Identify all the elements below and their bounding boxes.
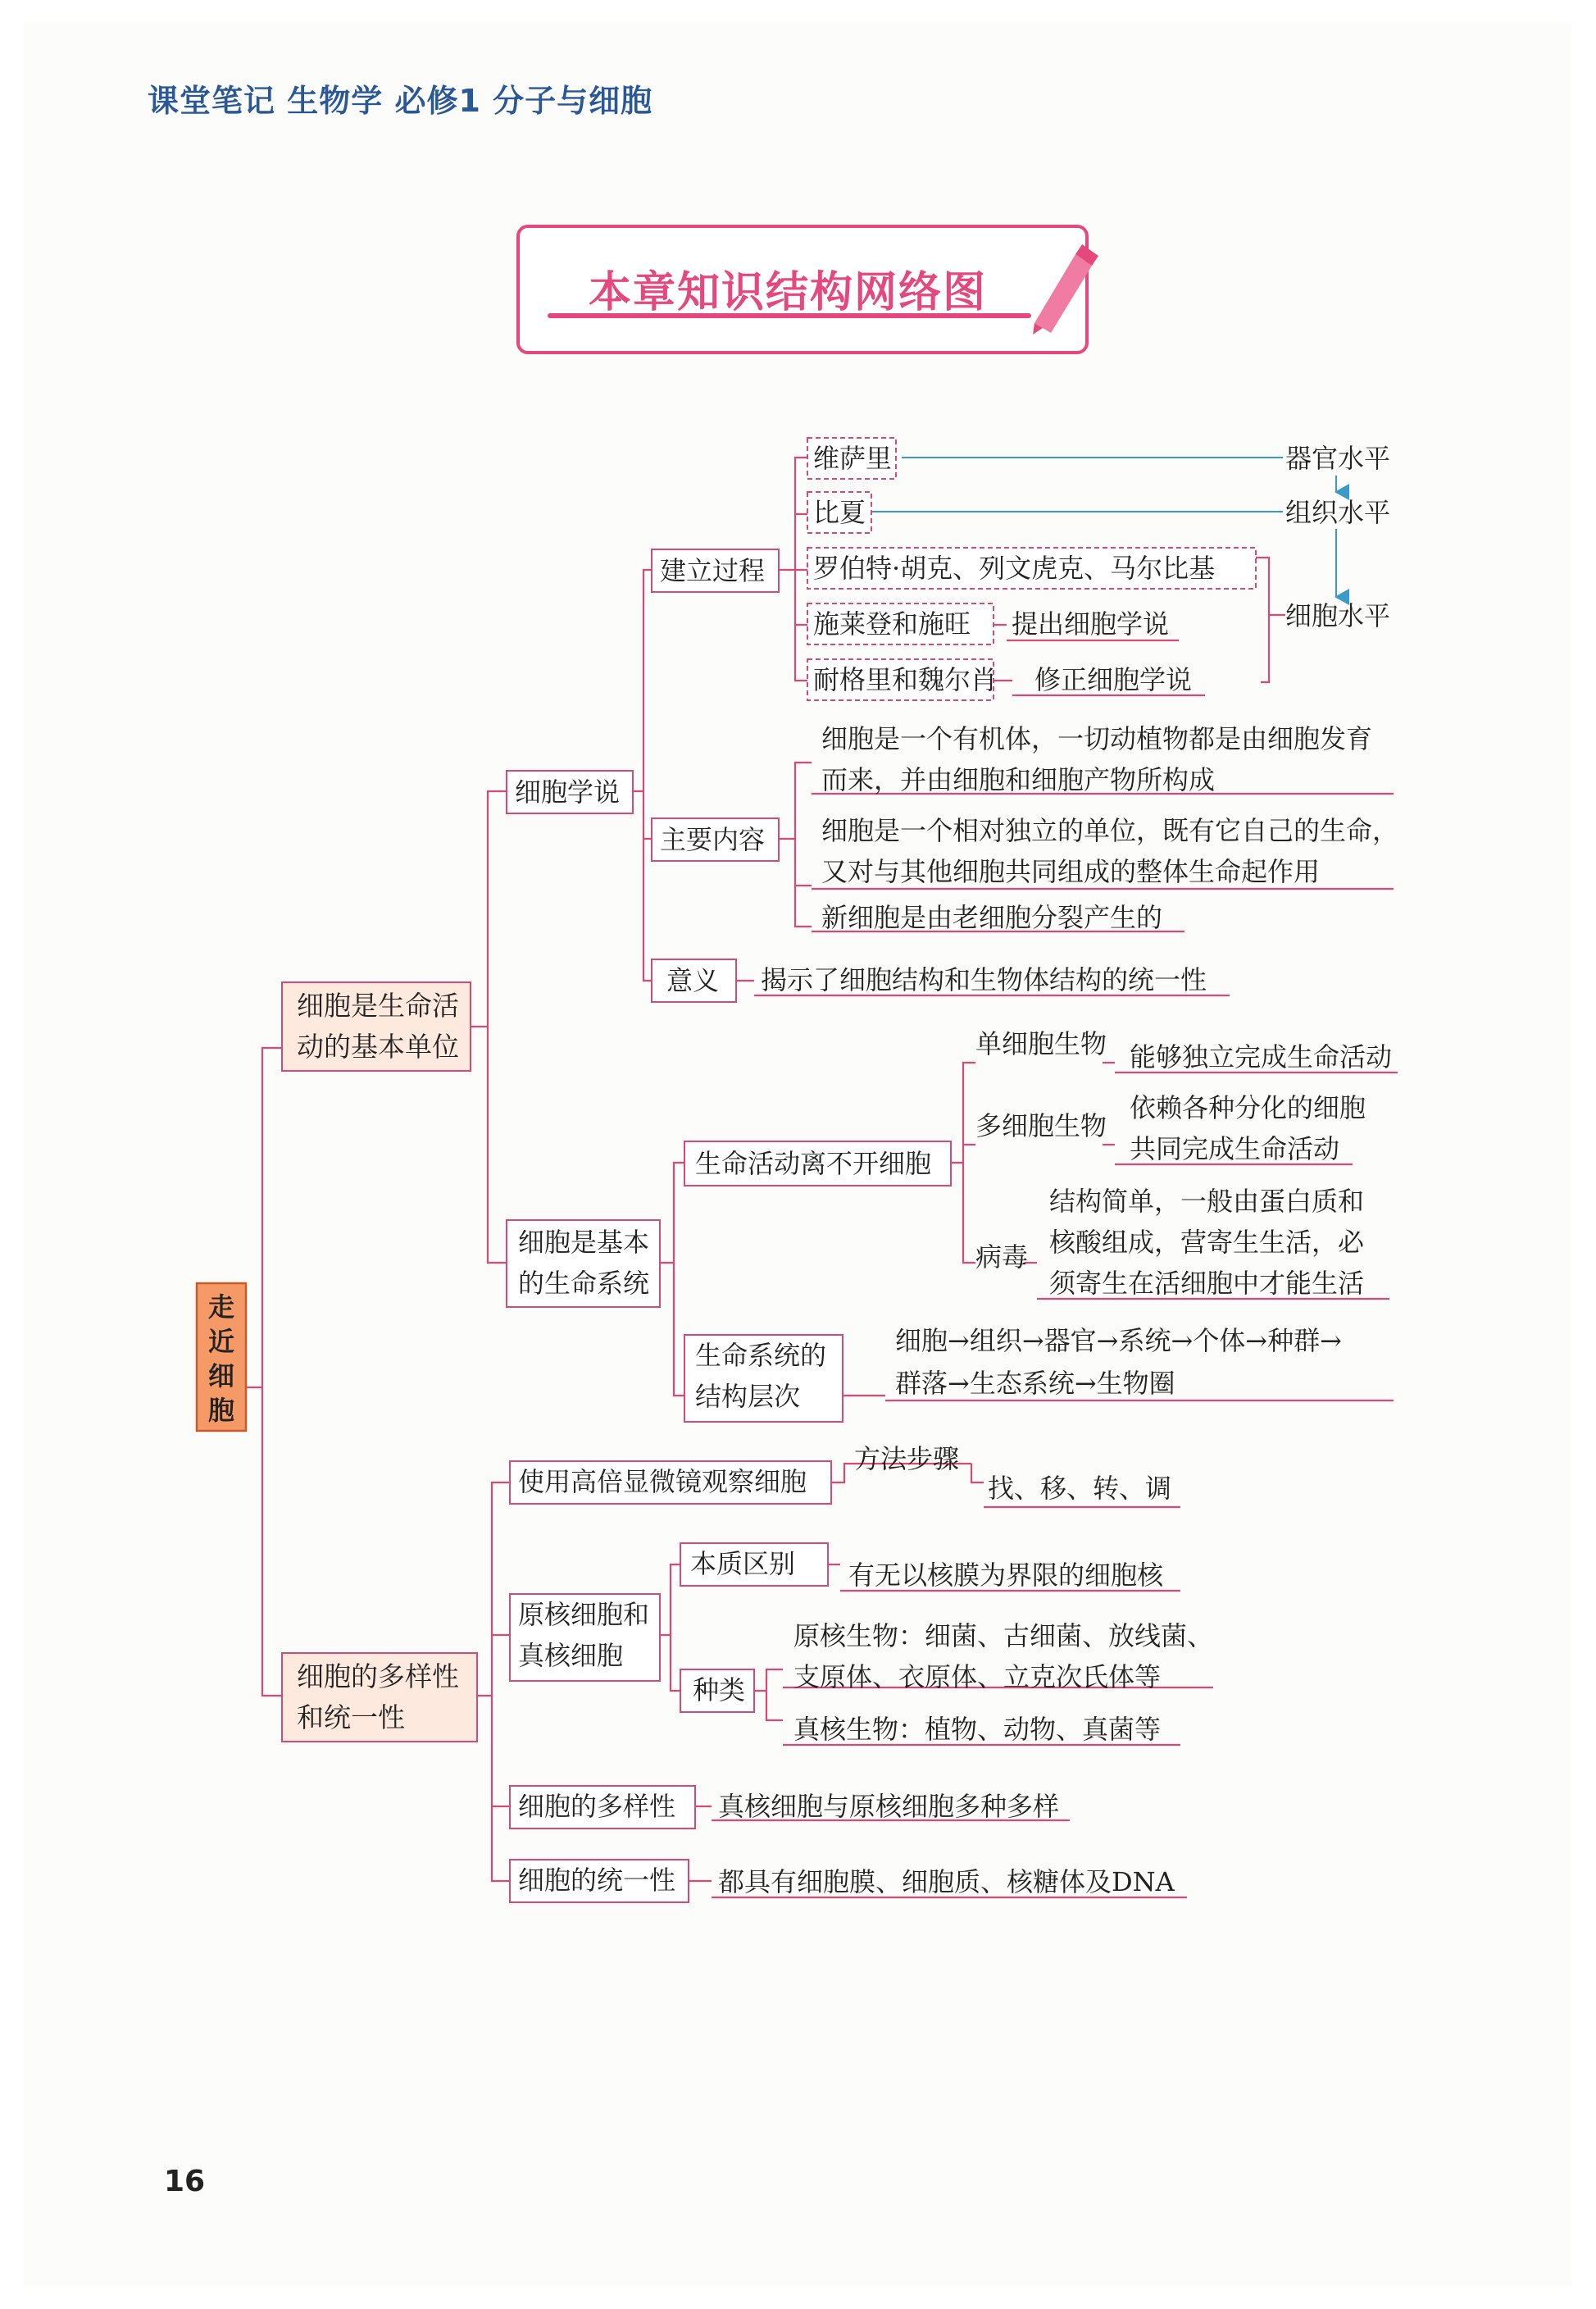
virus-text-line1: 结构简单，一般由蛋白质和 — [1049, 1186, 1365, 1217]
cell-level-label: 细胞水平 — [1285, 600, 1391, 631]
unity-text: 都具有细胞膜、细胞质、核糖体及DNA — [718, 1866, 1175, 1897]
organ-level-label: 器官水平 — [1285, 443, 1391, 474]
bichat-label: 比夏 — [813, 497, 866, 528]
diversity-text: 真核细胞与原核细胞多种多样 — [718, 1791, 1060, 1822]
significance-text: 揭示了细胞结构和生物体结构的统一性 — [761, 964, 1207, 995]
root-label-line1: 走 — [207, 1291, 235, 1323]
vesalius-label: 维萨里 — [813, 443, 893, 474]
virus-text-line2: 核酸组成，营寄生生活，必 — [1049, 1227, 1365, 1258]
revise-label: 修正细胞学说 — [1034, 664, 1193, 695]
pro-eu-line2: 真核细胞 — [518, 1640, 624, 1671]
hierarchy-text-line2: 群落→生态系统→生物圈 — [895, 1368, 1175, 1399]
establish-label: 建立过程 — [660, 555, 766, 586]
hierarchy-line2: 结构层次 — [695, 1381, 801, 1412]
schleiden-label: 施莱登和施旺 — [813, 608, 971, 640]
life-depends-label: 生命活动离不开细胞 — [695, 1148, 932, 1179]
content3-label: 新细胞是由老细胞分裂产生的 — [821, 902, 1163, 933]
virus-text-line3: 须寄生在活细胞中才能生活 — [1049, 1268, 1365, 1299]
hierarchy-text-line1: 细胞→组织→器官→系统→个体→种群→ — [895, 1325, 1342, 1356]
content2-line2: 又对与其他细胞共同组成的整体生命起作用 — [821, 856, 1321, 887]
method-label: 方法步骤 — [854, 1443, 960, 1474]
essence-label: 本质区别 — [690, 1548, 796, 1579]
root-label-line4: 胞 — [207, 1395, 235, 1426]
unit-label-line1: 细胞是生命活 — [297, 990, 459, 1022]
diversity-label: 细胞的多样性 — [518, 1791, 676, 1822]
eukaryote-text: 真核生物：植物、动物、真菌等 — [793, 1714, 1162, 1745]
unicellular-label: 单细胞生物 — [975, 1028, 1107, 1059]
essence-text: 有无以核膜为界限的细胞核 — [848, 1560, 1164, 1591]
multicellular-text-line2: 共同完成生命活动 — [1130, 1133, 1340, 1164]
content1-line2: 而来，并由细胞和细胞产物所构成 — [821, 764, 1216, 795]
root-label-line2: 近 — [207, 1326, 235, 1357]
unicellular-text: 能够独立完成生命活动 — [1130, 1041, 1393, 1073]
hierarchy-line1: 生命系统的 — [695, 1340, 827, 1371]
cell-theory-label: 细胞学说 — [515, 776, 621, 808]
root-label-line3: 细 — [207, 1360, 235, 1391]
prokaryote-text-line2: 支原体、衣原体、立克次氏体等 — [793, 1661, 1162, 1692]
pro-eu-line1: 原核细胞和 — [518, 1599, 650, 1630]
hooke-label: 罗伯特·胡克、列文虎克、马尔比基 — [813, 553, 1216, 584]
diversity-unity-label-line1: 细胞的多样性 — [297, 1660, 459, 1692]
microscope-label: 使用高倍显微镜观察细胞 — [518, 1466, 807, 1497]
main-content-label: 主要内容 — [660, 824, 766, 855]
propose-label: 提出细胞学说 — [1012, 608, 1170, 640]
content2-line1: 细胞是一个相对独立的单位，既有它自己的生命， — [821, 815, 1399, 846]
significance-label: 意义 — [666, 965, 720, 996]
tissue-level-label: 组织水平 — [1285, 497, 1391, 528]
basic-system-line1: 细胞是基本 — [518, 1227, 650, 1258]
virus-label: 病毒 — [975, 1241, 1029, 1273]
multicellular-text-line1: 依赖各种分化的细胞 — [1130, 1092, 1366, 1123]
page-number: 16 — [164, 2165, 206, 2198]
unity-label: 细胞的统一性 — [518, 1865, 676, 1896]
unit-label-line2: 动的基本单位 — [297, 1031, 459, 1063]
running-header: 课堂笔记 生物学 必修1 分子与细胞 — [148, 83, 653, 119]
diversity-unity-label-line2: 和统一性 — [297, 1701, 405, 1733]
kinds-label: 种类 — [693, 1674, 746, 1706]
multicellular-label: 多细胞生物 — [975, 1110, 1107, 1141]
virchow-label: 耐格里和魏尔肖 — [813, 664, 998, 695]
prokaryote-text-line1: 原核生物：细菌、古细菌、放线菌、 — [793, 1620, 1214, 1651]
content1-line1: 细胞是一个有机体，一切动植物都是由细胞发育 — [821, 723, 1373, 754]
basic-system-line2: 的生命系统 — [518, 1268, 650, 1299]
method-text: 找、移、转、调 — [988, 1473, 1172, 1504]
page-title: 本章知识结构网络图 — [589, 268, 988, 317]
